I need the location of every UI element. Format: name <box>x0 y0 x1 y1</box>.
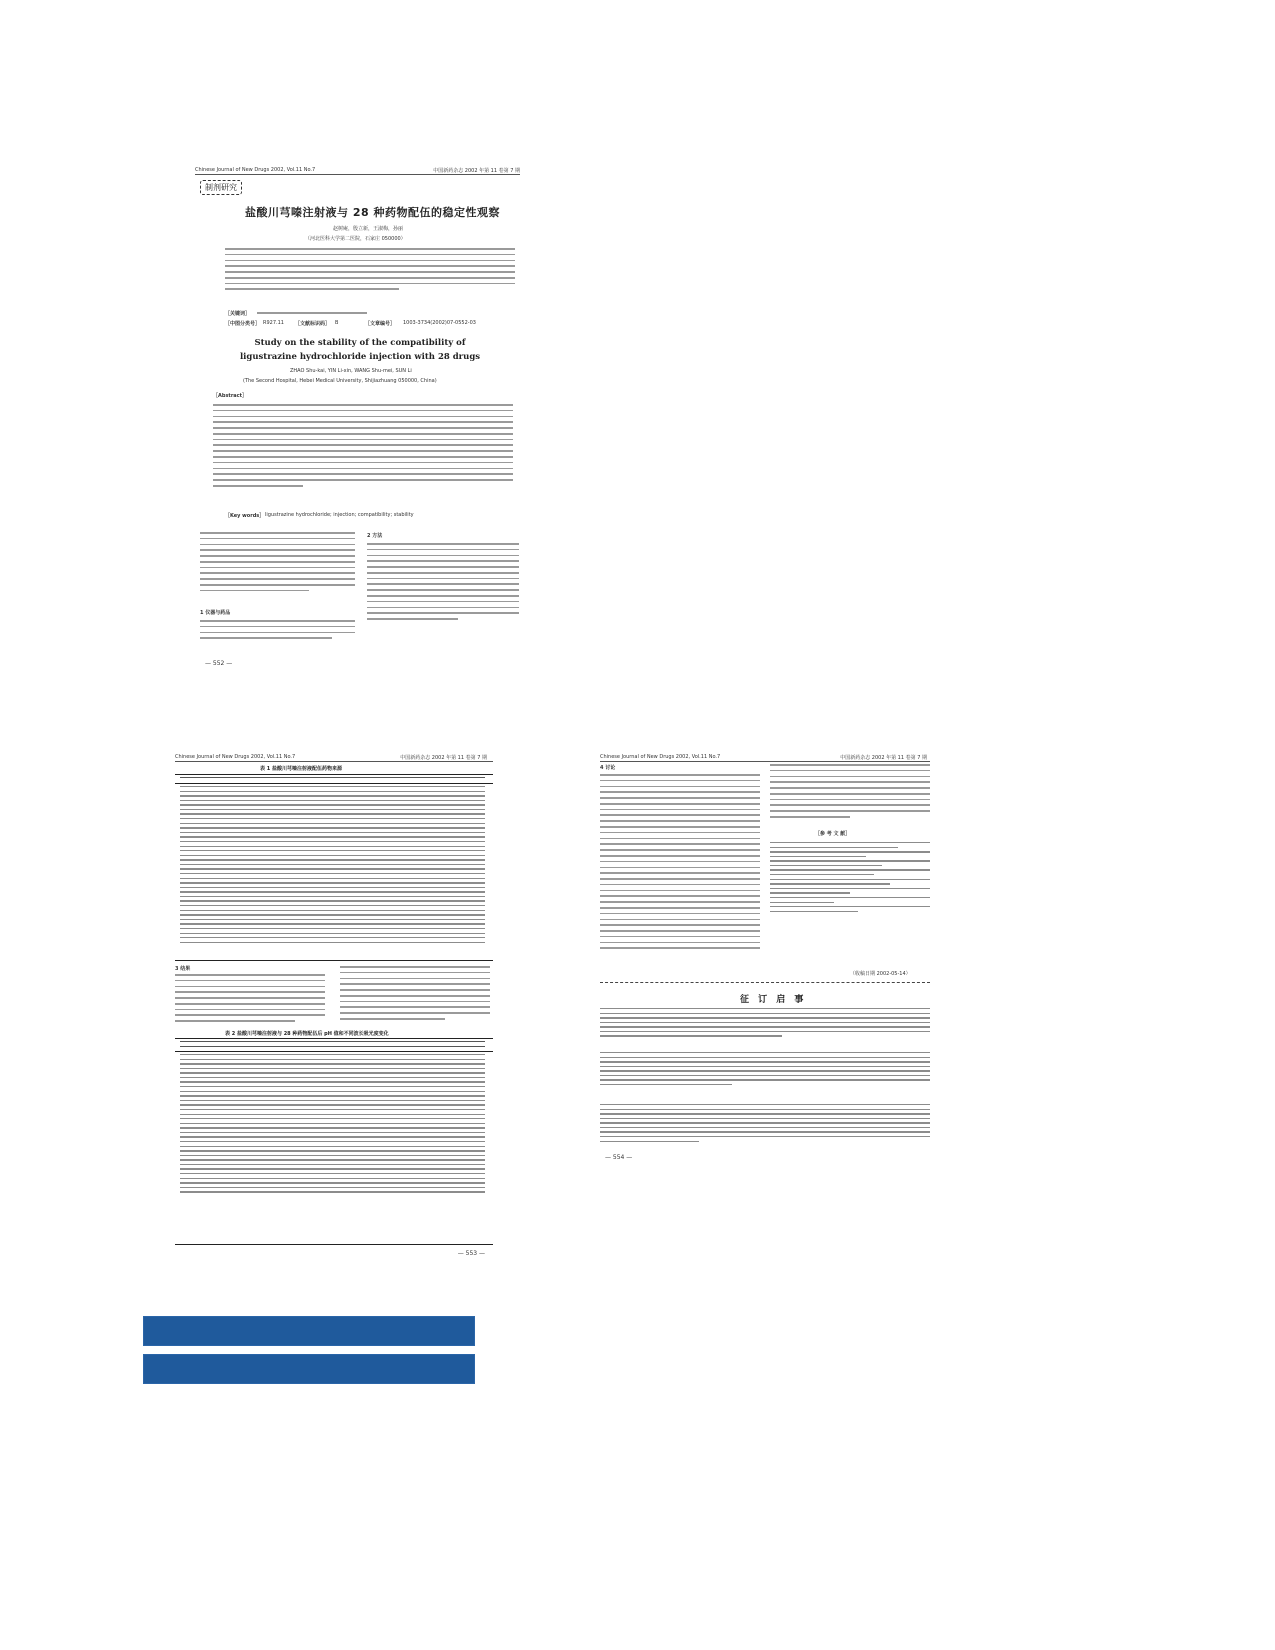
section-heading-3: 3 结果 <box>175 966 191 972</box>
table1-body <box>180 786 485 946</box>
section-tag: 制剂研究 <box>200 180 242 195</box>
discussion-right-column <box>770 764 930 822</box>
table1-header-row <box>180 777 485 782</box>
table1-bottom-rule <box>175 960 493 961</box>
page-number: — 552 — <box>205 660 233 667</box>
header-rule <box>195 174 520 175</box>
notice-paragraph-2 <box>600 1052 930 1089</box>
affiliation-cn: （河北医科大学第二医院，石家庄 050000） <box>305 236 406 242</box>
abstract-cn-text <box>225 248 515 294</box>
notice-paragraph-3 <box>600 1104 930 1145</box>
abstract-en-label: ［Abstract］ <box>213 393 248 399</box>
title-en-line2: ligustrazine hydrochloride injection with 28 drugs <box>239 352 481 362</box>
table2-top-rule <box>175 1038 493 1039</box>
affiliation-en: (The Second Hospital, Hebei Medical University, Shijiazhuang 050000, China) <box>243 378 437 384</box>
article-id-label: ［文章编号］ <box>365 321 396 327</box>
running-header-right: 中国新药杂志 2002 年第 11 卷第 7 期 <box>840 755 927 761</box>
running-header-left: Chinese Journal of New Drugs 2002, Vol.11 No.7 <box>175 754 296 760</box>
running-header-left: Chinese Journal of New Drugs 2002, Vol.11 No.7 <box>195 167 316 173</box>
table2-caption: 表 2 盐酸川芎嗪注射液与 28 种药物配伍后 pH 值和不同波长吸光度变化 <box>225 1031 389 1037</box>
body-left-column <box>200 532 355 596</box>
results-left-column <box>175 974 325 1026</box>
notice-paragraph-1 <box>600 1008 930 1040</box>
blue-bar-bottom <box>143 1354 475 1384</box>
references-title: ［参 考 文 献］ <box>815 831 851 837</box>
table2-body <box>180 1054 485 1196</box>
article-title-cn: 盐酸川芎嗪注射液与 28 种药物配伍的稳定性观察 <box>245 206 500 219</box>
table2-bottom-rule <box>175 1244 493 1245</box>
notice-title: 征 订 启 事 <box>740 995 807 1005</box>
section-heading-1: 1 仪器与药品 <box>200 610 231 616</box>
authors-cn: 赵树庵，殷立新，王淑梅，孙丽 <box>333 226 404 232</box>
article-id-value: 1003-3734(2002)07-0552-03 <box>403 320 476 326</box>
keywords-en-label: ［Key words］ <box>225 513 265 519</box>
section-heading-2: 2 方法 <box>367 533 383 539</box>
notice-separator <box>600 982 930 983</box>
running-header-right: 中国新药杂志 2002 年第 11 卷第 7 期 <box>400 755 487 761</box>
received-date: （收稿日期 2002-05-14） <box>850 971 911 977</box>
keywords-cn-text <box>257 312 367 318</box>
page-number: — 553 — <box>457 1250 485 1257</box>
table1-caption: 表 1 盐酸川芎嗪注射液配伍药物来源 <box>260 766 342 772</box>
header-rule <box>600 761 930 762</box>
references-list <box>770 842 930 915</box>
table1-top-rule <box>175 774 493 775</box>
table1-header-rule <box>175 783 493 784</box>
clc-label: ［中图分类号］ <box>225 321 261 327</box>
results-right-column <box>340 966 490 1024</box>
page-553 <box>175 752 495 1262</box>
doc-code-label: ［文献标识码］ <box>295 321 331 327</box>
page-number: — 554 — <box>605 1154 633 1161</box>
body-left-column-2 <box>200 620 355 643</box>
discussion-left-column <box>600 774 760 953</box>
header-rule <box>175 761 493 762</box>
page-552 <box>195 160 525 690</box>
page-554 <box>600 752 935 1262</box>
clc-value: R927.11 <box>263 320 284 326</box>
authors-en: ZHAO Shu-kai, YIN Li-xin, WANG Shu-mei, SUN Li <box>290 368 412 374</box>
abstract-en-text <box>213 404 513 491</box>
section-heading-4: 4 讨论 <box>600 765 616 771</box>
body-right-column <box>367 543 519 624</box>
article-title-en <box>215 338 505 362</box>
keywords-cn-label: ［关键词］ <box>225 311 251 317</box>
running-header-left: Chinese Journal of New Drugs 2002, Vol.11 No.7 <box>600 754 721 760</box>
table2-header-row <box>180 1041 485 1050</box>
table2-header-rule <box>175 1051 493 1052</box>
running-header-right: 中国新药杂志 2002 年第 11 卷第 7 期 <box>433 168 520 174</box>
keywords-en: ligustrazine hydrochloride; injection; compatibility; stability <box>265 512 414 518</box>
title-en-line1: Study on the stability of the compatibility of <box>254 338 466 348</box>
blue-bar-top <box>143 1316 475 1346</box>
doc-code-value: B <box>335 320 339 326</box>
